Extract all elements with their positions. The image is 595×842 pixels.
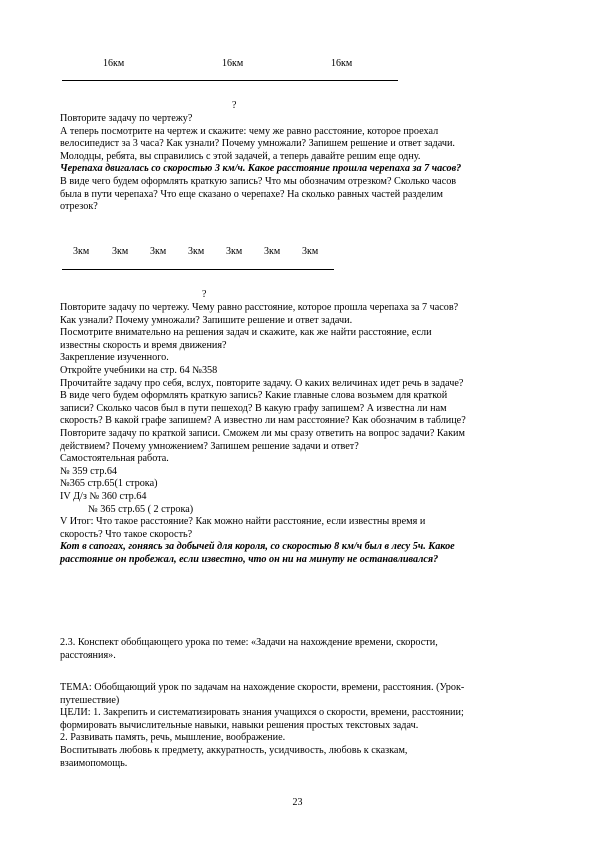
text-line: была в пути черепаха? Что еще сказано о черепахе? На сколько равных частей разделим	[60, 188, 443, 200]
text-line: известны скорость и время движения?	[60, 339, 227, 351]
text-block-2	[60, 302, 540, 566]
distance-segment-line	[62, 269, 334, 270]
text-line: А теперь посмотрите на чертеж и скажите: чему же равно расстояние, которое проехал	[60, 125, 439, 137]
segment-label: 3км	[264, 246, 281, 257]
text-line: В виде чего будем оформлять краткую запись? Какие главные слова возьмем для краткой	[60, 390, 448, 402]
text-line: 2.3. Конспект обобщающего урока по теме: «Задачи на нахождение времени, скорости,	[60, 637, 438, 648]
text-line: Закрепление изученного.	[60, 352, 169, 364]
text-line: расстояния».	[60, 649, 116, 661]
question-mark: ?	[202, 289, 207, 300]
text-line: В виде чего будем оформлять краткую запись? Что мы обозначим отрезком? Сколько часов	[60, 175, 457, 187]
text-line: Повторите задачу по краткой записи. Сможем ли мы сразу ответить на вопрос задачи? Каким	[60, 427, 465, 439]
text-line: IV Д/з № 360 стр.64	[60, 490, 147, 502]
text-line: путешествие)	[60, 694, 120, 706]
text-line: Повторите задачу по чертежу?	[60, 113, 193, 124]
text-line: ТЕМА: Обобщающий урок по задачам на нахождение скорости, времени, расстояния. (Урок-	[60, 682, 465, 693]
text-line: Откройте учебники на стр. 64 №358	[60, 364, 218, 376]
text-line: Молодцы, ребята, вы справились с этой задачей, а теперь давайте решим еще одну.	[60, 150, 421, 162]
text-line: записи? Сколько часов был в пути пешеход? В какую графу запишем? А известна ли нам	[60, 402, 447, 414]
text-line: №365 стр.65(1 строка)	[60, 478, 158, 490]
text-line: Посмотрите внимательно на решения задач и скажите, как же найти расстояние, если	[60, 327, 432, 339]
segment-label: 3км	[188, 246, 205, 257]
segment-label: 3км	[73, 246, 90, 257]
text-line: взаимопомощь.	[60, 757, 128, 769]
text-line: Как узнали? Почему умножали? Запишите решение и ответ задачи.	[60, 314, 353, 326]
page-number: 23	[292, 797, 303, 808]
text-block-1	[60, 113, 540, 214]
task-statement-puss-in-boots: расстояние он пробежал, если известно, что он ни на минуту не останавливался?	[60, 553, 439, 565]
text-line: велосипедист за 3 часа? Как узнали? Почему умножали? Запишем решение и ответ задачи.	[60, 138, 455, 150]
text-line: скорость? В какой графе запишем? А известно ли нам расстояние? Как обозначим в таблице?	[60, 415, 466, 427]
segment-label: 3км	[226, 246, 243, 257]
segment-label: 3км	[302, 246, 319, 257]
text-line: Прочитайте задачу про себя, вслух, повторите задачу. О каких величинах идет речь в задаче?	[60, 377, 464, 389]
text-line: ЦЕЛИ: 1. Закрепить и систематизировать знания учащихся о скорости, времени, расстоянии;	[60, 707, 464, 719]
question-mark: ?	[232, 100, 237, 111]
text-line: скорость? Что такое скорость?	[60, 528, 193, 540]
text-line: Воспитывать любовь к предмету, аккуратность, усидчивость, любовь к сказкам,	[60, 744, 408, 756]
segment-label: 3км	[150, 246, 167, 257]
text-line: действием? Почему умножением? Запишем решение задачи и ответ?	[60, 440, 359, 452]
text-line: формировать вычислительные навыки, навыки решения простых текстовых задач.	[60, 719, 419, 731]
lesson-plan-block	[60, 682, 540, 770]
segment-label: 16км	[331, 58, 353, 69]
text-line: № 359 стр.64	[60, 465, 118, 477]
text-line: № 365 стр.65 ( 2 строка)	[60, 503, 194, 515]
text-line: отрезок?	[60, 201, 98, 213]
segment-label: 3км	[112, 246, 129, 257]
segment-label: 16км	[222, 58, 244, 69]
text-line: Самостоятельная работа.	[60, 453, 169, 465]
task-statement-puss-in-boots: Кот в сапогах, гоняясь за добычей для короля, со скоростью 8 км/ч был в лесу 5ч. Какое	[60, 541, 455, 553]
text-line: 2. Развивать память, речь, мышление, воображение.	[60, 732, 286, 744]
segment-label: 16км	[103, 58, 125, 69]
text-line: V Итог: Что такое расстояние? Как можно найти расстояние, если известны время и	[60, 516, 426, 528]
text-line: Повторите задачу по чертежу. Чему равно расстояние, которое прошла черепаха за 7 часов?	[60, 302, 459, 313]
section-heading	[60, 637, 540, 662]
distance-segment-line	[62, 80, 398, 81]
task-statement-turtle: Черепаха двигалась со скоростью 3 км/ч. Какое расстояние прошла черепаха за 7 часов?	[60, 163, 462, 175]
